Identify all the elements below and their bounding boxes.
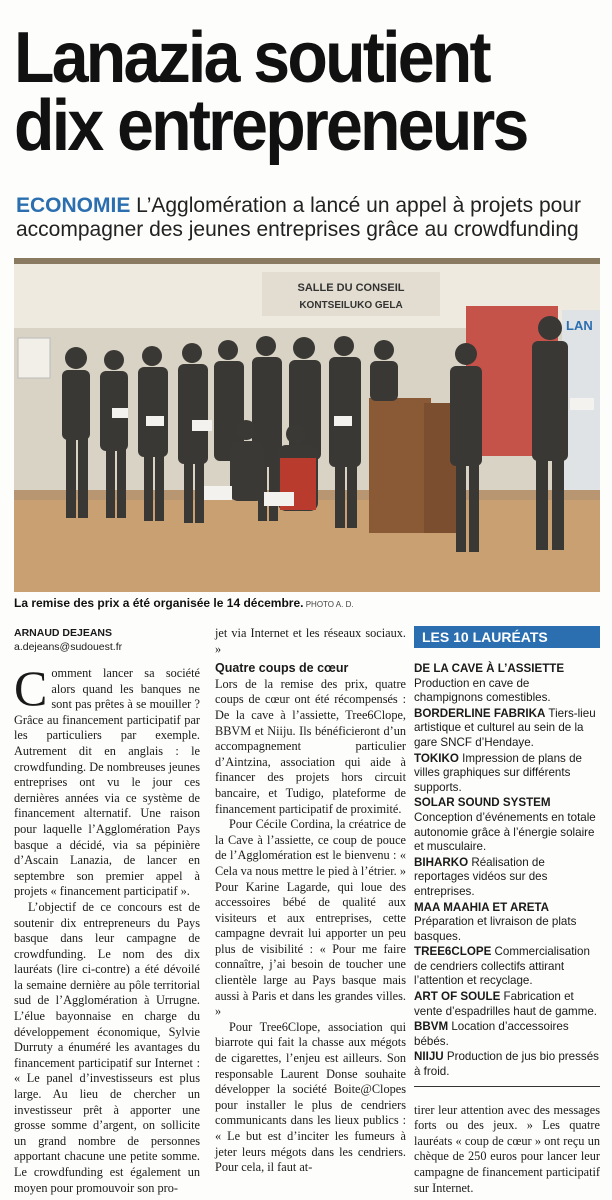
article-photo — [14, 258, 600, 592]
byline — [14, 626, 200, 654]
column-1 — [14, 626, 200, 1196]
caption-text: La remise des prix a été organisée le 14 décembre. — [14, 596, 304, 610]
laureats-title: LES 10 LAURÉATS — [414, 626, 600, 648]
list-item: BIHARKO Réalisation de reportages vidéos sur des entreprises. — [414, 855, 548, 898]
group-photo-illustration — [14, 258, 600, 592]
sign-line-2: KONTSEILUKO GELA — [299, 300, 403, 311]
list-item: BORDERLINE FABRIKA Tiers-lieu artistique et culturel au sein de la gare SNCF d’Hendaye. — [414, 706, 596, 749]
photo-caption — [14, 596, 600, 610]
lead-paragraph — [14, 660, 200, 900]
list-item: ART OF SOULE Fabrication et vente d’espadrilles haut de gamme. — [414, 990, 598, 1018]
dropcap: C — [14, 660, 48, 716]
divider — [414, 1086, 600, 1087]
byline-author: ARNAUD DEJEANS — [14, 627, 113, 639]
byline-email[interactable]: a.dejeans@sudouest.fr — [14, 641, 123, 653]
sign-line-1: SALLE DU CONSEIL — [297, 282, 405, 294]
kicker-text: L’Agglomération a lancé un appel à projets pour accompagner des jeunes entreprises grâce au crowdfunding — [16, 194, 581, 241]
list-item: NIIJU Production de jus bio pressés à froid. — [414, 1050, 599, 1079]
column-3 — [414, 626, 600, 1196]
list-item: MAA MAAHIA ET ARETA Préparation et livraison de plats basques. — [414, 900, 577, 943]
list-item: SOLAR SOUND SYSTEM Conception d’événements en totale autonomie grâce à l’énergie solaire et musculaire. — [414, 796, 596, 854]
rubric-label: ECONOMIE — [16, 194, 131, 217]
list-item: BBVM Location d’accessoires bébés. — [414, 1020, 569, 1048]
body-paragraph: tirer leur attention avec des messages forts ou des jeux. » Les quatre lauréats « coup de cœur » ont reçu un chèque de 250 euros pour lancer leur campagne de financement participatif sur Internet. — [414, 1102, 600, 1195]
list-item: TREE6CLOPE Commercialisation de cendriers collectifs attirant l’attention et recyclage. — [414, 945, 590, 988]
headline-line-1: Lanazia soutient — [14, 18, 489, 98]
body-paragraph: Pour Cécile Cordina, la créatrice de la Cave à l’assiette, ce coup de pouce de l’Agglomération est le bienvenu : « Cela va nous mettre le pied à l’étrier. » Pour Karine Lagarde, qui loue des accessoires bébé de qualité aux visiteurs et aux entreprises, cette campagne devrait lui apporter un peu plus de visibilité : « Pour me faire connaître, j’ai besoin de toucher une clientèle large au Pays basque mais aussi à Paris et dans les grandes villes. » — [215, 817, 406, 1019]
banner-text: LAN — [566, 318, 593, 333]
body-paragraph: L’objectif de ce concours est de soutenir dix entrepreneurs du Pays basque dans leur campagne de crowdfunding. Le nom des dix lauréats (lire ci-contre) a été dévoilé la semaine dernière au pôle territorial sud de l’Agglomération à Urrugne. L’élue bayonnaise en charge du développement économique, Sylvie Durruty a énuméré les avantages du financement participatif sur Internet : « Le panel d’investisseurs est plus large. Au lieu de chercher un investisseur prêt à apporter une grosse somme d’argent, on sollicite un grand nombre de personnes apportant chacune une petite somme. Le crowdfunding est également un moyen pour promouvoir son pro- — [14, 899, 200, 1195]
laureats-list — [414, 662, 600, 1080]
subhead: Quatre coups de cœur — [215, 661, 349, 676]
body-paragraph: Lors de la remise des prix, quatre coups de cœur ont été récompensés : De la cave à l’assiette, Tree6Clope, BBVM et Niiju. Ils bénéficieront d’un accompagnement particulier d’Aintzina, association qui aide à financer des projets hors circuit bancaire, et Tudigo, plateforme de financement participatif de proximité. — [215, 676, 406, 816]
kicker — [16, 194, 606, 242]
headline — [14, 18, 557, 166]
body-paragraph: jet via Internet et les réseaux sociaux. » — [215, 626, 406, 656]
column-2 — [215, 626, 406, 1176]
photo-credit: PHOTO A. D. — [303, 600, 354, 609]
list-item: DE LA CAVE À L’ASSIETTE Production en cave de champignons comestibles. — [414, 662, 565, 705]
headline-line-2: dix entrepreneurs — [14, 86, 527, 166]
body-paragraph: Pour Tree6Clope, association qui biarrote qui fait la chasse aux mégots de cigarettes, l’enjeu est ailleurs. Son responsable Laurent Donse souhaite développer la société Boite@Clopes pour installer le plus de cendriers communicants dans les lieux publics : « Le but est d’inciter les fumeurs à jeter leurs mégots dans les cendriers. Pour cela, il faut at- — [215, 1019, 406, 1175]
lead-text: omment lancer sa société alors quand les banques ne sont pas prêtes à se mouiller ? Grâce au financement participatif par les particuliers par exemple. Autrement dit en anglais : le crowdfunding. De nombreuses jeunes entreprises ont vu le jour ces dernières années via ce système de financement alternatif. Une raison pour laquelle l’Agglomération Pays basque a décidé, via sa pépinière d’Ascain Lanazia, de lancer en septembre son premier appel à projets « financement participatif ». — [14, 666, 200, 899]
list-item: TOKIKO Impression de plans de villes graphiques sur différents supports. — [414, 751, 582, 794]
